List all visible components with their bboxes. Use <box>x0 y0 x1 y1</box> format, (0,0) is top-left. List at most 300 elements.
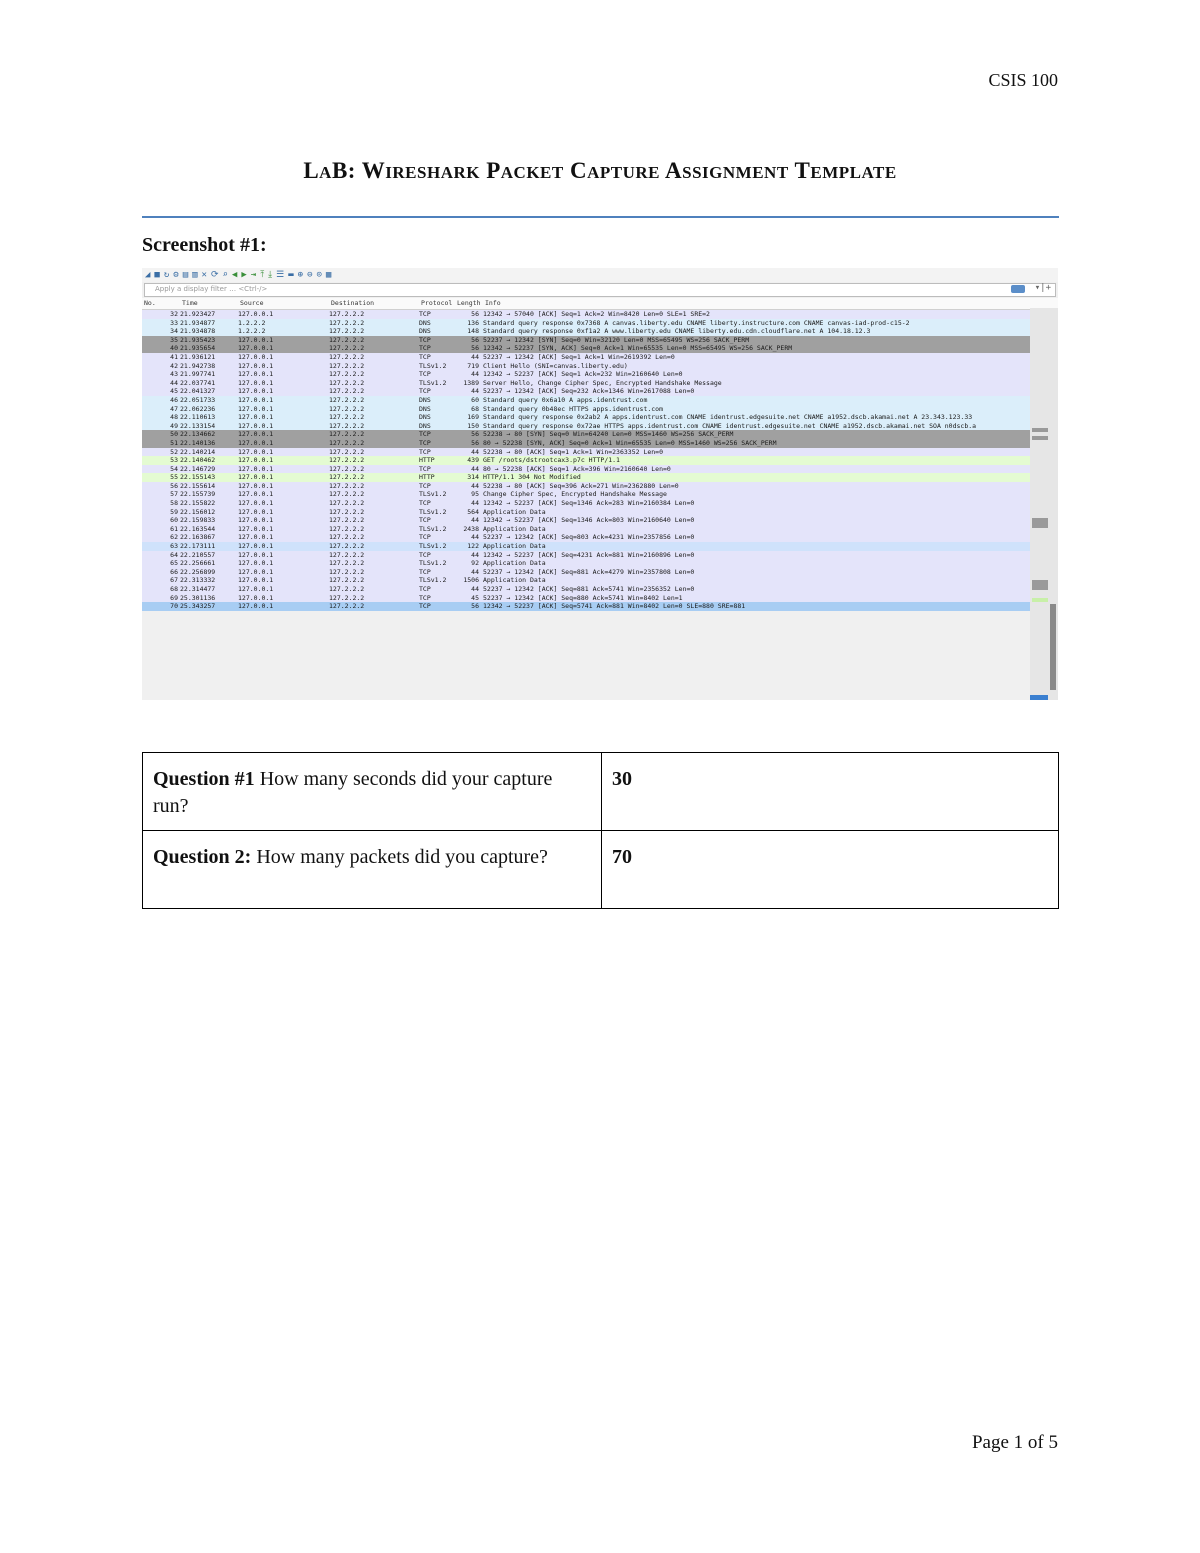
packet-source: 127.0.0.1 <box>238 585 274 593</box>
packet-info: 12342 → 52237 [ACK] Seq=1346 Ack=283 Win=2160384 Len=0 <box>483 499 695 508</box>
packet-protocol: TLSv1.2 <box>419 524 447 533</box>
packet-destination: 127.2.2.2 <box>329 378 365 387</box>
packet-protocol: TCP <box>419 335 431 344</box>
packet-time: 22.041327 <box>180 387 216 396</box>
options-gear-icon: ⚙ <box>173 270 179 280</box>
question-row <box>143 753 1059 831</box>
close-file-icon: ✕ <box>201 270 207 280</box>
packet-time: 21.935423 <box>180 335 216 344</box>
packet-source: 127.0.0.1 <box>238 447 274 456</box>
packet-row <box>142 319 1030 328</box>
packet-protocol: TCP <box>419 602 431 611</box>
packet-protocol: DNS <box>419 327 431 336</box>
packet-destination: 127.2.2.2 <box>329 335 365 344</box>
packet-destination: 127.2.2.2 <box>329 327 365 336</box>
packet-no: 43 <box>170 370 178 379</box>
packet-destination: 127.2.2.2 <box>329 395 365 404</box>
packet-no: 70 <box>170 602 178 611</box>
packet-length: 44 <box>471 464 479 473</box>
question-text: How many packets did you capture? <box>251 846 548 868</box>
packet-destination: 127.2.2.2 <box>329 499 365 508</box>
packet-destination: 127.2.2.2 <box>329 370 365 379</box>
find-icon: ⌕ <box>222 270 228 280</box>
packet-info: Client Hello (SNI=canvas.liberty.edu) <box>483 361 628 370</box>
packet-time: 22.110613 <box>180 413 216 422</box>
packet-no: 63 <box>170 542 178 551</box>
packet-destination: 127.2.2.2 <box>329 559 365 568</box>
packet-length: 56 <box>471 344 479 353</box>
packet-row <box>142 551 1030 560</box>
packet-no: 65 <box>170 559 178 568</box>
answer-cell: 30 <box>602 753 1059 831</box>
packet-no: 67 <box>170 576 178 585</box>
packet-no: 61 <box>170 524 178 533</box>
packet-row <box>142 594 1030 603</box>
packet-protocol: TCP <box>419 447 431 456</box>
packet-length: 44 <box>471 567 479 576</box>
packet-source: 127.0.0.1 <box>238 361 274 370</box>
packet-no: 47 <box>170 404 178 413</box>
packet-no: 34 <box>170 327 178 336</box>
question-cell <box>143 753 602 831</box>
stop-icon: ■ <box>154 270 160 280</box>
packet-no: 48 <box>170 413 178 422</box>
title-divider <box>142 216 1059 218</box>
packet-length: 68 <box>471 404 479 413</box>
packet-no: 51 <box>170 438 178 447</box>
packet-length: 92 <box>471 559 479 568</box>
packet-info: Standard query response 0x72ae HTTPS apps.identrust.com CNAME identrust.edgesuite.net CNAME a1952.dscb.akamai.net SOA n0dscb.a <box>483 421 977 430</box>
packet-length: 56 <box>471 335 479 344</box>
packet-protocol: DNS <box>419 395 431 404</box>
packet-time: 22.173111 <box>180 542 216 551</box>
packet-protocol: TCP <box>419 499 431 508</box>
packet-source: 127.0.0.1 <box>238 516 274 525</box>
title-l: L <box>303 158 320 183</box>
packet-info: Application Data <box>483 524 546 533</box>
packet-row <box>142 362 1030 371</box>
packet-time: 21.934877 <box>180 318 216 327</box>
packet-time: 21.936121 <box>180 352 216 361</box>
packet-info: 12342 → 52237 [ACK] Seq=5741 Ack=881 Win=8402 Len=0 SLE=880 SRE=881 <box>483 602 746 611</box>
packet-row <box>142 422 1030 431</box>
packet-no: 60 <box>170 516 178 525</box>
column-length: Length <box>457 299 481 307</box>
title-ireshark: IRESHARK <box>385 163 480 182</box>
packet-info: Change Cipher Spec, Encrypted Handshake Message <box>483 490 667 499</box>
packet-destination: 127.2.2.2 <box>329 430 365 439</box>
packet-protocol: TCP <box>419 464 431 473</box>
packet-time: 22.155143 <box>180 473 216 482</box>
packet-row <box>142 353 1030 362</box>
packet-length: 44 <box>471 550 479 559</box>
packet-length: 150 <box>467 421 479 430</box>
packet-source: 127.0.0.1 <box>238 310 274 318</box>
packet-protocol: TLSv1.2 <box>419 361 447 370</box>
packet-row <box>142 456 1030 465</box>
packet-source: 127.0.0.1 <box>238 438 274 447</box>
packet-destination: 127.2.2.2 <box>329 593 365 602</box>
title-p: P <box>486 158 501 183</box>
packet-protocol: TLSv1.2 <box>419 576 447 585</box>
packet-row <box>142 525 1030 534</box>
wireshark-capture-screenshot <box>142 268 1058 700</box>
packet-source: 127.0.0.1 <box>238 499 274 508</box>
minimap-marker <box>1032 436 1048 440</box>
packet-destination: 127.2.2.2 <box>329 421 365 430</box>
packet-info: 52237 → 12342 [ACK] Seq=1 Ack=1 Win=2619392 Len=0 <box>483 352 675 361</box>
packet-protocol: TLSv1.2 <box>419 542 447 551</box>
packet-row <box>142 473 1030 482</box>
packet-protocol: TLSv1.2 <box>419 378 447 387</box>
packet-row <box>142 430 1030 439</box>
packet-destination: 127.2.2.2 <box>329 447 365 456</box>
packet-no: 44 <box>170 378 178 387</box>
scrollbar-thumb <box>1050 604 1056 690</box>
packet-list <box>142 310 1058 611</box>
packet-length: 564 <box>467 507 479 516</box>
packet-destination: 127.2.2.2 <box>329 464 365 473</box>
packet-destination: 127.2.2.2 <box>329 404 365 413</box>
packet-length: 44 <box>471 516 479 525</box>
display-filter-bar <box>144 283 1056 297</box>
packet-protocol: TCP <box>419 344 431 353</box>
packet-info: 52238 → 80 [SYN] Seq=0 Win=64240 Len=0 MSS=1460 WS=256 SACK_PERM <box>483 430 734 439</box>
packet-source: 127.0.0.1 <box>238 550 274 559</box>
packet-time: 21.997741 <box>180 370 216 379</box>
packet-time: 22.140462 <box>180 456 216 465</box>
packet-source: 127.0.0.1 <box>238 602 274 611</box>
packet-length: 1506 <box>463 576 479 585</box>
packet-destination: 127.2.2.2 <box>329 602 365 611</box>
packet-row <box>142 310 1030 319</box>
packet-row <box>142 465 1030 474</box>
packet-time: 21.934878 <box>180 327 216 336</box>
answer-cell: 70 <box>602 831 1059 909</box>
packet-info: 52237 → 12342 [ACK] Seq=880 Ack=5741 Win=8402 Len=1 <box>483 593 683 602</box>
packet-time: 22.037741 <box>180 378 216 387</box>
packet-destination: 127.2.2.2 <box>329 344 365 353</box>
packet-info: Application Data <box>483 542 546 551</box>
packet-protocol: DNS <box>419 318 431 327</box>
packet-row <box>142 559 1030 568</box>
packet-time: 22.051733 <box>180 395 216 404</box>
packet-source: 127.0.0.1 <box>238 421 274 430</box>
packet-length: 122 <box>467 542 479 551</box>
back-arrow-icon: ◀ <box>231 270 238 280</box>
packet-info: Standard query response 0x7368 A canvas.liberty.edu CNAME liberty.instructure.com CNAME canvas-iad-prod-c15-2 <box>483 318 910 327</box>
packet-no: 58 <box>170 499 178 508</box>
packet-source: 127.0.0.1 <box>238 404 274 413</box>
title-b: B: <box>331 158 356 183</box>
packet-source: 127.0.0.1 <box>238 490 274 499</box>
packet-protocol: HTTP <box>419 456 435 465</box>
open-folder-icon: ▤ <box>182 270 189 280</box>
packet-source: 127.0.0.1 <box>238 542 274 551</box>
packet-length: 56 <box>471 310 479 318</box>
packet-source: 127.0.0.1 <box>238 567 274 576</box>
packet-length: 56 <box>471 430 479 439</box>
screenshot-label: Screenshot #1: <box>142 234 267 256</box>
packet-source: 127.0.0.1 <box>238 352 274 361</box>
packet-protocol: TLSv1.2 <box>419 490 447 499</box>
packet-source: 127.0.0.1 <box>238 473 274 482</box>
packet-row <box>142 344 1030 353</box>
packet-source: 127.0.0.1 <box>238 464 274 473</box>
packet-info: Application Data <box>483 507 546 516</box>
packet-length: 95 <box>471 490 479 499</box>
packet-row <box>142 379 1030 388</box>
packet-info: Standard query 0x6a10 A apps.identrust.com <box>483 395 648 404</box>
packet-source: 1.2.2.2 <box>238 327 266 336</box>
packet-destination: 127.2.2.2 <box>329 533 365 542</box>
packet-destination: 127.2.2.2 <box>329 524 365 533</box>
packet-info: 52237 → 12342 [ACK] Seq=881 Ack=4279 Win=2357808 Len=0 <box>483 567 695 576</box>
questions-table <box>142 752 1059 909</box>
packet-time: 25.343257 <box>180 602 216 611</box>
packet-no: 32 <box>170 310 178 318</box>
packet-source: 127.0.0.1 <box>238 378 274 387</box>
packet-source: 127.0.0.1 <box>238 395 274 404</box>
packet-length: 169 <box>467 413 479 422</box>
packet-time: 22.140214 <box>180 447 216 456</box>
packet-length: 2438 <box>463 524 479 533</box>
title-apture: APTURE <box>587 163 661 182</box>
packet-destination: 127.2.2.2 <box>329 550 365 559</box>
packet-time: 22.155739 <box>180 490 216 499</box>
autoscroll-icon: ☰ <box>276 270 285 280</box>
packet-info: GET /roots/dstrootcax3.p7c HTTP/1.1 <box>483 456 620 465</box>
packet-protocol: TCP <box>419 370 431 379</box>
packet-protocol: TCP <box>419 593 431 602</box>
resize-columns-icon: ▦ <box>325 270 332 280</box>
packet-time: 22.062236 <box>180 404 216 413</box>
packet-length: 44 <box>471 387 479 396</box>
packet-info: 12342 → 52237 [ACK] Seq=1346 Ack=803 Win=2160640 Len=0 <box>483 516 695 525</box>
packet-time: 22.256899 <box>180 567 216 576</box>
packet-info: HTTP/1.1 304 Not Modified <box>483 473 581 482</box>
packet-source: 127.0.0.1 <box>238 370 274 379</box>
normal-size-icon: ⊙ <box>316 270 322 280</box>
packet-destination: 127.2.2.2 <box>329 387 365 396</box>
question-label: Question #1 <box>153 768 255 790</box>
packet-destination: 127.2.2.2 <box>329 516 365 525</box>
packet-row <box>142 448 1030 457</box>
packet-destination: 127.2.2.2 <box>329 507 365 516</box>
packet-no: 62 <box>170 533 178 542</box>
packet-row <box>142 576 1030 585</box>
packet-source: 127.0.0.1 <box>238 576 274 585</box>
packet-protocol: TCP <box>419 533 431 542</box>
packet-protocol: TLSv1.2 <box>419 559 447 568</box>
packet-no: 54 <box>170 464 178 473</box>
packet-protocol: TCP <box>419 481 431 490</box>
packet-minimap-scrollbar <box>1030 308 1058 700</box>
zoom-in-icon: ⊕ <box>297 270 304 280</box>
packet-length: 45 <box>471 593 479 602</box>
shark-fin-icon: ◢ <box>145 270 151 280</box>
packet-row <box>142 568 1030 577</box>
packet-destination: 127.2.2.2 <box>329 456 365 465</box>
packet-info: 52238 → 80 [ACK] Seq=1 Ack=1 Win=2363352 Len=0 <box>483 447 664 456</box>
title-acket: ACKET <box>500 163 564 182</box>
minimap-selected-marker <box>1030 695 1048 700</box>
apply-filter-icon <box>1011 285 1025 293</box>
packet-destination: 127.2.2.2 <box>329 473 365 482</box>
packet-destination: 127.2.2.2 <box>329 413 365 422</box>
packet-time: 22.163544 <box>180 524 216 533</box>
packet-info: 12342 → 52237 [ACK] Seq=1 Ack=232 Win=2160640 Len=0 <box>483 370 683 379</box>
packet-row <box>142 439 1030 448</box>
packet-no: 46 <box>170 395 178 404</box>
packet-length: 60 <box>471 395 479 404</box>
packet-time: 22.314477 <box>180 585 216 593</box>
packet-no: 57 <box>170 490 178 499</box>
packet-destination: 127.2.2.2 <box>329 481 365 490</box>
packet-protocol: TCP <box>419 430 431 439</box>
packet-protocol: TCP <box>419 516 431 525</box>
packet-source: 1.2.2.2 <box>238 318 266 327</box>
question-label: Question 2: <box>153 846 252 868</box>
packet-no: 52 <box>170 447 178 456</box>
packet-row <box>142 370 1030 379</box>
packet-row <box>142 508 1030 517</box>
packet-source: 127.0.0.1 <box>238 387 274 396</box>
minimap-marker <box>1032 428 1048 432</box>
packet-no: 66 <box>170 567 178 576</box>
column-info: Info <box>485 299 501 307</box>
packet-time: 22.313332 <box>180 576 216 585</box>
packet-protocol: TCP <box>419 387 431 396</box>
packet-info: Standard query 0b48ec HTTPS apps.identrust.com <box>483 404 664 413</box>
goto-icon: ⇥ <box>250 270 257 280</box>
packet-destination: 127.2.2.2 <box>329 310 365 318</box>
packet-destination: 127.2.2.2 <box>329 585 365 593</box>
packet-no: 56 <box>170 481 178 490</box>
add-filter-icon: ▾|+ <box>1034 283 1051 293</box>
packet-destination: 127.2.2.2 <box>329 542 365 551</box>
packet-destination: 127.2.2.2 <box>329 361 365 370</box>
packet-time: 22.134662 <box>180 430 216 439</box>
packet-row <box>142 499 1030 508</box>
forward-arrow-icon: ▶ <box>241 270 247 280</box>
packet-time: 22.256661 <box>180 559 216 568</box>
packet-info: 52237 → 12342 [ACK] Seq=881 Ack=5741 Win=2356352 Len=0 <box>483 585 695 593</box>
packet-row <box>142 585 1030 594</box>
packet-source: 127.0.0.1 <box>238 344 274 353</box>
packet-info: 80 → 52238 [ACK] Seq=1 Ack=396 Win=2160640 Len=0 <box>483 464 671 473</box>
title-ssignment: SSIGNMENT <box>682 163 789 182</box>
packet-info: Application Data <box>483 576 546 585</box>
packet-row <box>142 327 1030 336</box>
packet-protocol: TCP <box>419 567 431 576</box>
packet-info: Server Hello, Change Cipher Spec, Encrypted Handshake Message <box>483 378 722 387</box>
packet-info: 52237 → 12342 [SYN] Seq=0 Win=32120 Len=0 MSS=65495 WS=256 SACK_PERM <box>483 335 750 344</box>
column-source: Source <box>240 299 264 307</box>
packet-length: 44 <box>471 585 479 593</box>
packet-row <box>142 336 1030 345</box>
packet-length: 56 <box>471 438 479 447</box>
packet-protocol: TCP <box>419 585 431 593</box>
packet-destination: 127.2.2.2 <box>329 352 365 361</box>
packet-no: 64 <box>170 550 178 559</box>
question-cell <box>143 831 602 909</box>
packet-no: 41 <box>170 352 178 361</box>
packet-protocol: TCP <box>419 438 431 447</box>
packet-length: 439 <box>467 456 479 465</box>
packet-protocol: TCP <box>419 352 431 361</box>
packet-protocol: HTTP <box>419 473 435 482</box>
course-code: CSIS 100 <box>988 70 1058 90</box>
packet-info: Standard query response 0x2ab2 A apps.identrust.com CNAME identrust.edgesuite.net CNAME a1952.dscb.akamai.net A 23.343.123.33 <box>483 413 973 422</box>
column-time: Time <box>182 299 198 307</box>
packet-no: 69 <box>170 593 178 602</box>
packet-time: 22.163867 <box>180 533 216 542</box>
packet-source: 127.0.0.1 <box>238 524 274 533</box>
packet-protocol: DNS <box>419 421 431 430</box>
packet-protocol: TCP <box>419 550 431 559</box>
packet-time: 21.935654 <box>180 344 216 353</box>
packet-length: 56 <box>471 602 479 611</box>
packet-info: Application Data <box>483 559 546 568</box>
document-title <box>0 158 1200 184</box>
packet-row <box>142 516 1030 525</box>
packet-length: 44 <box>471 370 479 379</box>
minimap-marker <box>1032 580 1048 590</box>
packet-no: 49 <box>170 421 178 430</box>
packet-time: 22.140136 <box>180 438 216 447</box>
packet-source: 127.0.0.1 <box>238 507 274 516</box>
packet-time: 22.210557 <box>180 550 216 559</box>
packet-protocol: TLSv1.2 <box>419 507 447 516</box>
packet-info: Standard query response 0xf1a2 A www.liberty.edu CNAME liberty.edu.cdn.cloudflare.net A 104.18.12.3 <box>483 327 871 336</box>
packet-no: 33 <box>170 318 178 327</box>
packet-no: 50 <box>170 430 178 439</box>
packet-destination: 127.2.2.2 <box>329 318 365 327</box>
packet-length: 719 <box>467 361 479 370</box>
packet-source: 127.0.0.1 <box>238 533 274 542</box>
first-packet-icon: ⤒ <box>260 270 265 280</box>
packet-time: 22.155614 <box>180 481 216 490</box>
display-filter-placeholder: Apply a display filter … <Ctrl-/> <box>155 285 268 293</box>
packet-length: 44 <box>471 533 479 542</box>
packet-destination: 127.2.2.2 <box>329 490 365 499</box>
question-row <box>143 831 1059 909</box>
packet-length: 1389 <box>463 378 479 387</box>
restart-icon: ↻ <box>163 270 170 280</box>
packet-info: 52237 → 12342 [ACK] Seq=803 Ack=4231 Win=2357856 Len=0 <box>483 533 695 542</box>
packet-source: 127.0.0.1 <box>238 413 274 422</box>
packet-time: 21.923427 <box>180 310 216 318</box>
packet-info: 52238 → 80 [ACK] Seq=396 Ack=271 Win=2362880 Len=0 <box>483 481 679 490</box>
title-a2: A <box>665 158 683 183</box>
packet-no: 55 <box>170 473 178 482</box>
packet-destination: 127.2.2.2 <box>329 567 365 576</box>
packet-time: 21.942738 <box>180 361 216 370</box>
packet-row <box>142 396 1030 405</box>
page-number: Page 1 of 5 <box>971 1432 1058 1453</box>
packet-info: 12342 → 52237 [ACK] Seq=4231 Ack=881 Win=2160896 Len=0 <box>483 550 695 559</box>
packet-length: 136 <box>467 318 479 327</box>
title-c: C <box>570 158 588 183</box>
packet-row <box>142 490 1030 499</box>
packet-row <box>142 387 1030 396</box>
zoom-out-icon: ⊖ <box>307 270 313 280</box>
packet-time: 22.155822 <box>180 499 216 508</box>
packet-source: 127.0.0.1 <box>238 430 274 439</box>
packet-destination: 127.2.2.2 <box>329 438 365 447</box>
title-w: W <box>361 158 386 183</box>
